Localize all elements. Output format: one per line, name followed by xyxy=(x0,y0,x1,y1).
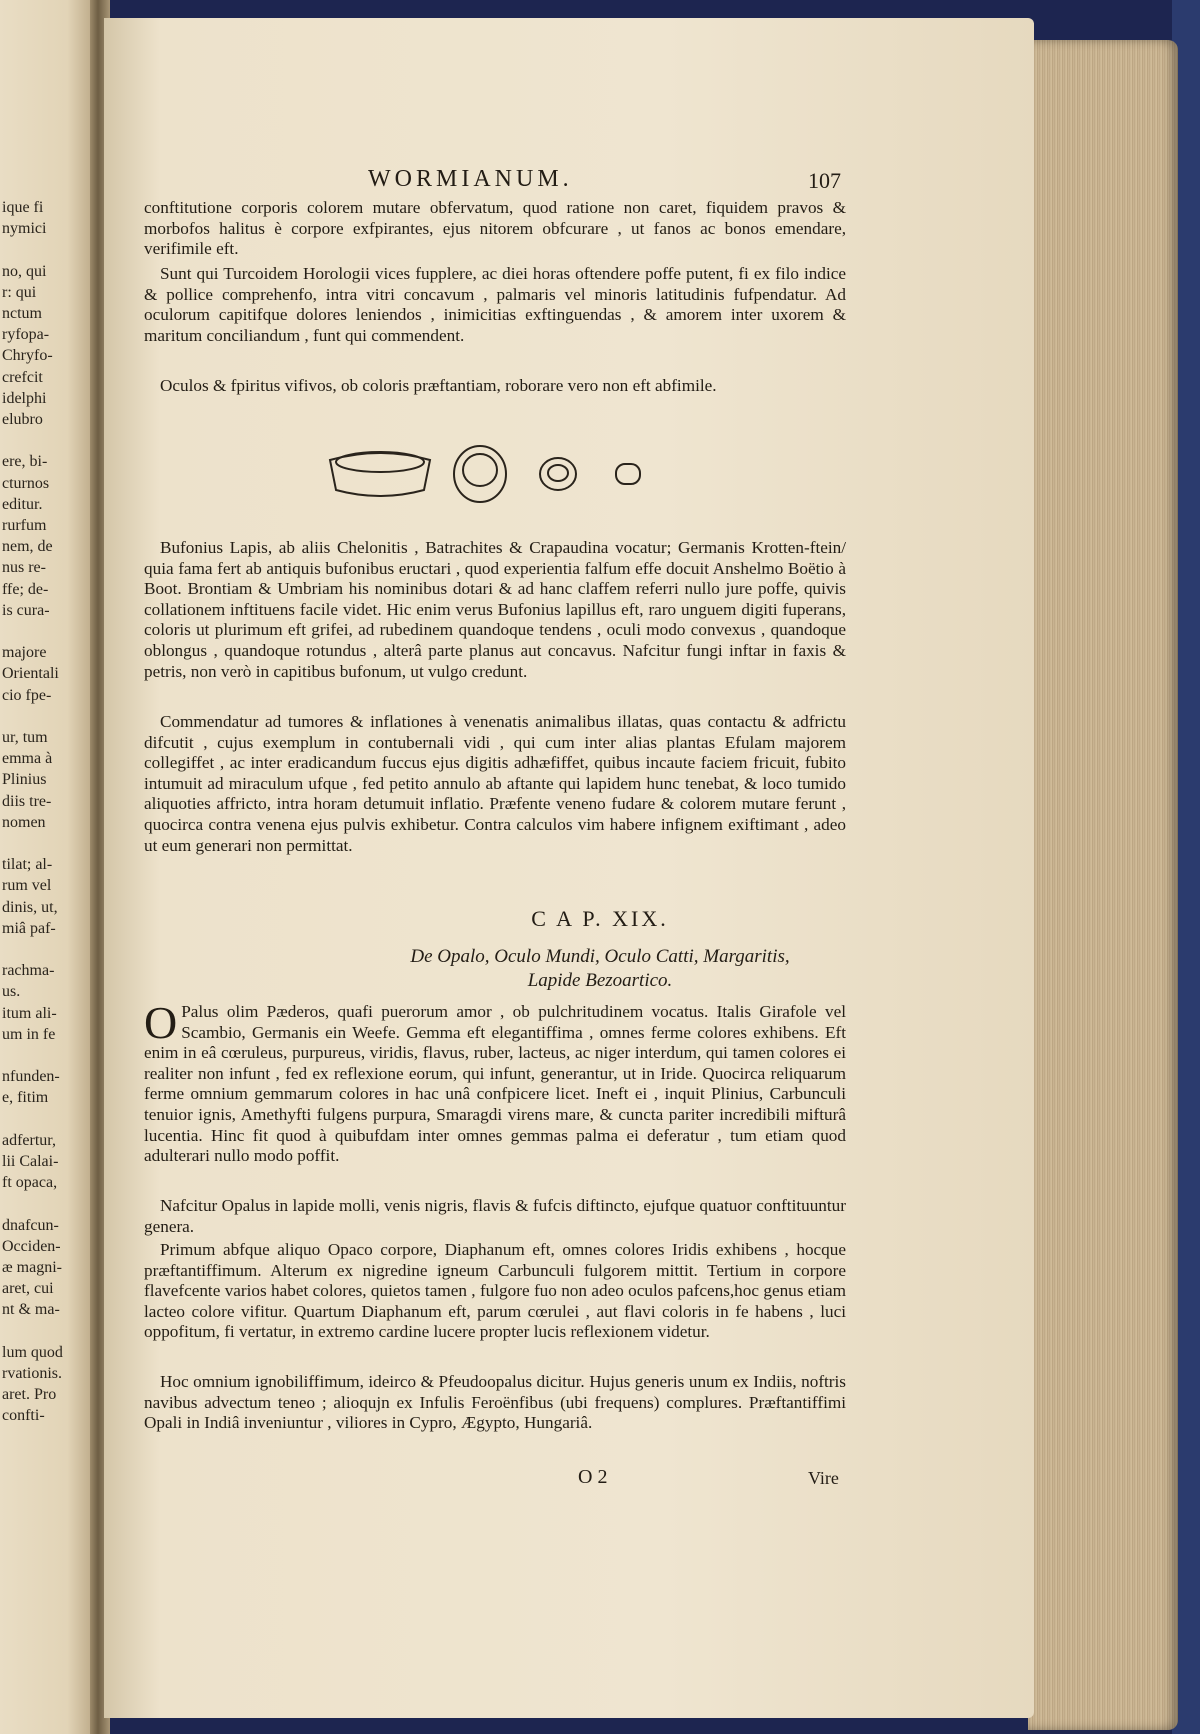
left-page-line: um in fe xyxy=(2,1025,56,1043)
stone-illustration xyxy=(320,440,680,512)
page-number: 107 xyxy=(808,168,841,193)
left-page-line: ique fi xyxy=(2,199,44,216)
paragraph-3: Oculos & fpiritus vifivos, ob coloris præftantiam, roborare vero non eft abfimile. xyxy=(160,376,717,395)
left-page-line: editur. xyxy=(2,495,43,513)
left-page-line: cio fpe- xyxy=(2,686,52,704)
left-page-line: nus re- xyxy=(2,559,46,577)
left-page-line: emma à xyxy=(2,750,53,768)
left-page-line: Chryfo- xyxy=(2,347,53,365)
stone-oblong-icon xyxy=(330,453,430,496)
catchword: Vire xyxy=(808,1468,839,1488)
paragraph-primum: Primum abfque aliquo Opaco corpore, Diaphanum eft, omnes colores Iridis exhibens , hocque præftantiffimum. Alterum ex nigredine igneum Carbunculi fulgorem mittit. Tertium in corpore flavefcente varios habet colores, quietos tamen , fulgore fuo non adeo oculos pafcens,hoc genus etiam lacteo colore vifitur. Quartum Diaphanum eft, parum cœrulei , aut flavi coloris in fe habens , luci oppofitum, fi vertatur, in extremo cardine lucere propter lucis reflexionem videtur. xyxy=(144,1240,846,1342)
left-page-line: rum vel xyxy=(2,877,52,895)
signature-mark: O 2 xyxy=(578,1466,608,1488)
left-page-line: e, fitim xyxy=(2,1089,49,1107)
left-page-line: Plinius xyxy=(2,771,47,789)
left-page-line: nomen xyxy=(2,813,46,831)
left-page-line: adfertur, xyxy=(2,1131,56,1149)
left-page-line: majore xyxy=(2,644,47,662)
left-page-line: Orientali xyxy=(2,665,59,683)
chapter-number: C A P. XIX. xyxy=(531,906,669,931)
left-page-line: nctum xyxy=(2,305,42,322)
page-edge-stack xyxy=(1028,40,1178,1730)
left-page-line: ffe; de- xyxy=(2,580,49,598)
left-page-line: nt & ma- xyxy=(2,1301,60,1319)
paragraph-opalus-text: Palus olim Pæderos, quafi puerorum amor , ob pulchritudinem vocatus. Italis Girafole vel Scambio, Germanis ein Weefe. Gemma eft elegantiffima , omnes ferme colores exhibens. Eft enim in eâ cœruleus, purpureus, viridis, flavus, ruber, lacteus, ac niger interdum, qui tamen colores ei realiter non infunt , fed ex reflexione eorum, qui infunt, generantur, ut in Iride. Quocirca reliquarum ferme omnium gemmarum colores in hac unâ confpicere licet. Ineft ei , inquit Plinius, Carbunculi tenuior ignis, Amethyfti fulgens purpura, Smaragdi virens mare, & cuncta pariter incredibili mifturâ lucentia. Hinc fit quod à quibufdam inter omnes gemmas palma ei deferatur , tum etiam quod adulterari nullo modo poffit. xyxy=(144,1002,846,1166)
paragraph-commendatur: Commendatur ad tumores & inflationes à venenatis animalibus illatas, quas contactu & adfrictu difcutit , cujus exemplum in contubernali vidi , qui cum inter alias plantas Efulam majorem collegiffet , ac inter eradicandum fuccus ejus digitis adhæfiffet, quibus incaute faciem fricuit, fubito intumuit ad miraculum ufque , fed petito annulo ab aftante qui lapidem hunc tenebat, & loco tumido aliquoties affricto, intra horam detumuit inflatio. Præfente veneno fudare & colorem mutare ferunt , quocirca contra venena ejus pulvis exhibetur. Contra calculos vim habere infignem exiftimant , adeo ut eum generari non permittat. xyxy=(144,712,846,855)
left-page-line: aret. Pro xyxy=(2,1386,57,1404)
running-head: WORMIANUM. xyxy=(368,166,573,192)
left-page-line: nfunden- xyxy=(2,1068,60,1086)
left-page-line: tilat; al- xyxy=(2,856,53,874)
left-page-line: rachma- xyxy=(2,962,55,980)
left-page-line: rurfum xyxy=(2,517,47,534)
left-page-line: æ magni- xyxy=(2,1259,62,1276)
left-page-line: ere, bi- xyxy=(2,453,48,471)
left-page-line: nymici xyxy=(2,220,47,238)
paragraph-bufonius: Bufonius Lapis, ab aliis Chelonitis , Batrachites & Crapaudina vocatur; Germanis Krotten-ftein/ quia fama fert ab antiquis bufonibus eructari , quod experientia falfum effe docuit Anshelmo Boëtio à Boot. Brontiam & Umbriam his nominibus dotari & ad hanc claffem referri nullo jure poffe, quivis collationem inftituens facile videt. Hic enim verus Bufonius lapillus eft, raro unguem digiti fuperans, coloris ut plurimum eft grifei, ad rubedinem quandoque tendens , oculi modo convexus , quandoque oblongus , quandoque rotundus , alterâ parte planus aut concavus. Nafcitur fungi inftar in faxis & petris, non verò in capitibus bufonum, ut vulgo credunt. xyxy=(144,538,846,681)
left-page-line: dnafcun- xyxy=(2,1216,59,1234)
paragraph-hoc: Hoc omnium ignobiliffimum, ideirco & Pfeudoopalus dicitur. Hujus generis unum ex Indiis, noftris navibus advectum teneo ; alioqujn ex Infulis Feroënfibus (ubi frequens) complures. Præftantiffimi Opali in Indiâ inveniuntur , viliores in Cypro, Ægypto, Hungariâ. xyxy=(144,1372,846,1433)
left-page-line: miâ paf- xyxy=(2,919,56,937)
drop-cap: O xyxy=(144,997,178,1048)
left-page-line: cturnos xyxy=(2,474,50,492)
left-page-line: ryfopa- xyxy=(2,326,50,344)
left-page-line: r: qui xyxy=(2,283,37,301)
left-page-line: confti- xyxy=(2,1407,45,1425)
left-page-line: rvationis. xyxy=(2,1365,62,1382)
paragraph-opalus xyxy=(144,997,846,1167)
left-page-line: aret, cui xyxy=(2,1280,54,1298)
left-page-fragment xyxy=(0,0,96,1734)
chapter-title-line-1: De Opalo, Oculo Mundi, Oculo Catti, Margaritis, xyxy=(410,946,790,967)
left-page-line: itum ali- xyxy=(2,1004,57,1022)
paragraph-2: Sunt qui Turcoidem Horologii vices fupplere, ac diei horas oftendere poffe putent, fi ex filo indice & pollice comprehenfo, intra vitri concavum , palmaris vel minoris latitudinis fufpendatur. Ad oculorum capitifque dolores leniendos , inimicitias exftinguendas , & amorem inter uxorem & maritum conciliandum , funt qui commendent. xyxy=(144,264,846,345)
paragraph-nascitur: Nafcitur Opalus in lapide molli, venis nigris, flavis & fufcis diftincto, ejufque quatuor conftituuntur genera. xyxy=(144,1196,846,1236)
stone-small-icon xyxy=(540,458,576,490)
left-page-line: is cura- xyxy=(2,601,50,619)
left-page-line: diis tre- xyxy=(2,792,52,810)
stone-tiny-icon xyxy=(616,464,640,484)
left-page-line: us. xyxy=(2,983,21,1001)
left-page-line: ft opaca, xyxy=(2,1174,58,1192)
left-page-line: Occiden- xyxy=(2,1237,61,1255)
left-page-line: lum quod xyxy=(2,1343,63,1361)
chapter-title-line-2: Lapide Bezoartico. xyxy=(527,970,673,991)
left-page-line: elubro xyxy=(2,411,43,428)
left-page-line: dinis, ut, xyxy=(2,898,58,916)
left-page-line: idelphi xyxy=(2,389,47,407)
left-page-line: nem, de xyxy=(2,538,53,556)
left-page-line: ur, tum xyxy=(2,729,48,746)
left-page-line: no, qui xyxy=(2,262,47,280)
left-page-line: lii Calai- xyxy=(2,1153,59,1170)
paragraph-1: conftitutione corporis colorem mutare obfervatum, quod ratione non caret, fiquidem pravos & morbofos halitus è corpore exfpirantes, ejus nitorem obfcurare , ut fanos ac bonos emendare, verifimile eft. xyxy=(144,198,846,259)
left-page-line: crefcit xyxy=(2,368,43,386)
